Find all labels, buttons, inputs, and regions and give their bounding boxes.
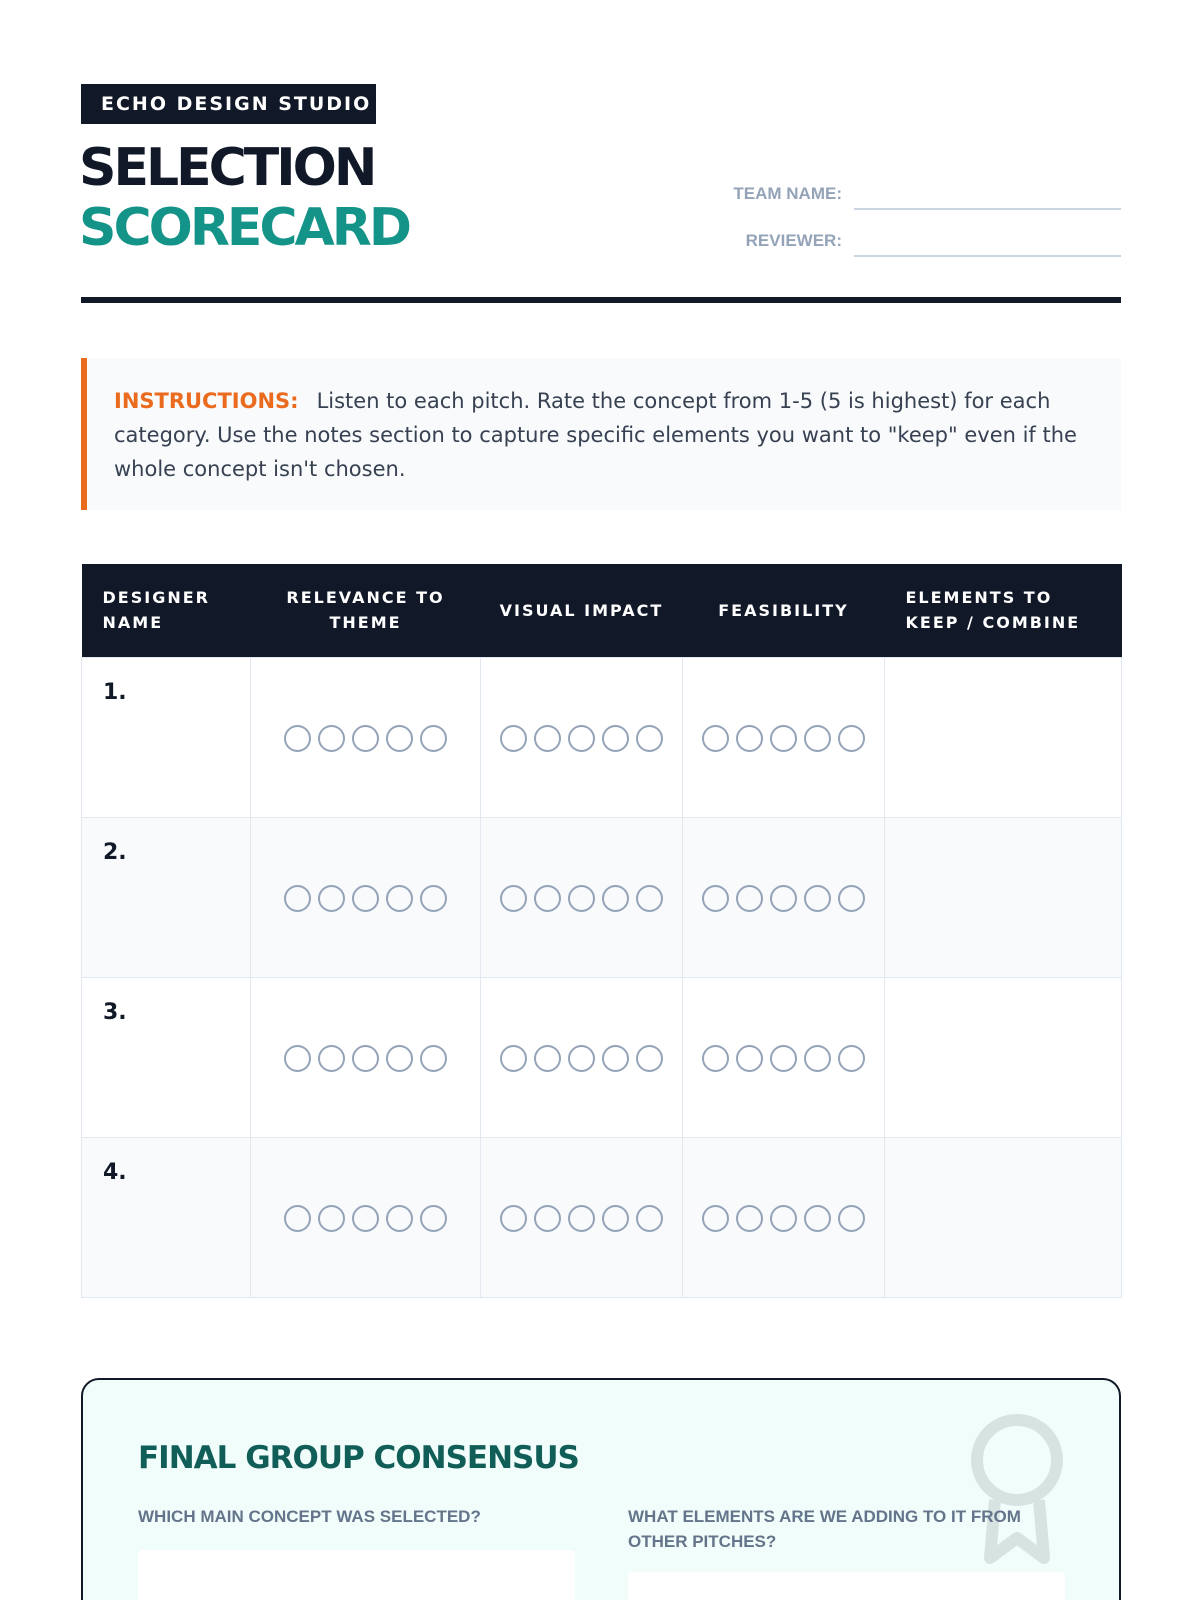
question-selected-concept: WHICH MAIN CONCEPT WAS SELECTED? — [138, 1507, 481, 1526]
rating-circle-1[interactable] — [500, 725, 527, 752]
rating-circle-4[interactable] — [602, 1205, 629, 1232]
scoring-table — [81, 564, 1122, 1298]
rating-circle-2[interactable] — [534, 885, 561, 912]
rating-circle-5[interactable] — [636, 1045, 663, 1072]
rating-circle-2[interactable] — [534, 1045, 561, 1072]
rating-circle-3[interactable] — [568, 1045, 595, 1072]
rating-circle-4[interactable] — [602, 1045, 629, 1072]
rating-circle-4[interactable] — [386, 1045, 413, 1072]
feasibility-rating — [683, 657, 885, 817]
rating-circle-1[interactable] — [702, 1205, 729, 1232]
header-divider — [81, 297, 1121, 303]
rating-circle-3[interactable] — [770, 885, 797, 912]
rating-circle-3[interactable] — [568, 725, 595, 752]
visual-impact-rating — [481, 657, 683, 817]
rating-circle-3[interactable] — [352, 1045, 379, 1072]
team-name-field[interactable] — [854, 208, 1121, 210]
selected-concept-input[interactable] — [138, 1550, 575, 1600]
visual-impact-rating — [481, 817, 683, 977]
rating-circle-5[interactable] — [838, 1205, 865, 1232]
relevance-rating — [251, 1137, 481, 1297]
rating-circle-2[interactable] — [318, 1045, 345, 1072]
table-row — [82, 817, 1122, 977]
question-added-elements: WHAT ELEMENTS ARE WE ADDING TO IT FROM OTHER PITCHES? — [628, 1507, 1021, 1551]
rating-circle-5[interactable] — [838, 1045, 865, 1072]
feasibility-rating — [683, 977, 885, 1137]
elements-notes-cell[interactable] — [885, 657, 1122, 817]
header-relevance: RELEVANCE TO THEME — [251, 564, 481, 657]
consensus-title: FINAL GROUP CONSENSUS — [138, 1440, 579, 1476]
relevance-rating — [251, 657, 481, 817]
rating-circle-2[interactable] — [736, 1045, 763, 1072]
rating-circle-4[interactable] — [804, 1205, 831, 1232]
relevance-rating — [251, 977, 481, 1137]
rating-circle-1[interactable] — [702, 725, 729, 752]
rating-circle-2[interactable] — [318, 885, 345, 912]
rating-circle-5[interactable] — [838, 725, 865, 752]
elements-notes-cell[interactable] — [885, 817, 1122, 977]
instructions-text: Listen to each pitch. Rate the concept from 1-5 (5 is highest) for each category. Use the notes section to capture specific elements you want to "keep" even if the whole concept isn't chosen. — [114, 389, 1077, 481]
designer-name-cell[interactable]: 2. — [82, 817, 251, 977]
rating-circle-5[interactable] — [636, 725, 663, 752]
rating-circle-4[interactable] — [602, 725, 629, 752]
rating-circle-1[interactable] — [702, 885, 729, 912]
rating-circle-2[interactable] — [736, 725, 763, 752]
designer-name-cell[interactable]: 1. — [82, 657, 251, 817]
reviewer-field[interactable] — [854, 255, 1121, 257]
rating-circle-3[interactable] — [352, 725, 379, 752]
designer-name-cell[interactable]: 4. — [82, 1137, 251, 1297]
instructions-box — [81, 358, 1121, 510]
rating-circle-1[interactable] — [500, 1045, 527, 1072]
page-title-line-1: SELECTION — [79, 138, 375, 198]
rating-circle-4[interactable] — [386, 885, 413, 912]
rating-circle-5[interactable] — [420, 725, 447, 752]
header-visual-impact: VISUAL IMPACT — [481, 564, 683, 657]
rating-circle-3[interactable] — [770, 1205, 797, 1232]
header-elements: ELEMENTS TO KEEP / COMBINE — [885, 564, 1122, 657]
rating-circle-3[interactable] — [568, 885, 595, 912]
feasibility-rating — [683, 817, 885, 977]
rating-circle-5[interactable] — [838, 885, 865, 912]
page-title-line-2: SCORECARD — [79, 198, 409, 258]
rating-circle-2[interactable] — [736, 1205, 763, 1232]
rating-circle-3[interactable] — [352, 885, 379, 912]
rating-circle-5[interactable] — [420, 1045, 447, 1072]
table-row — [82, 977, 1122, 1137]
rating-circle-4[interactable] — [386, 1205, 413, 1232]
rating-circle-5[interactable] — [420, 1205, 447, 1232]
rating-circle-4[interactable] — [602, 885, 629, 912]
rating-circle-2[interactable] — [736, 885, 763, 912]
relevance-rating — [251, 817, 481, 977]
header-designer-name: DESIGNER NAME — [82, 564, 251, 657]
team-name-label: TEAM NAME: — [733, 184, 842, 203]
reviewer-label: REVIEWER: — [745, 231, 842, 250]
feasibility-rating — [683, 1137, 885, 1297]
rating-circle-1[interactable] — [500, 885, 527, 912]
added-elements-input[interactable] — [628, 1572, 1065, 1600]
rating-circle-3[interactable] — [568, 1205, 595, 1232]
elements-notes-cell[interactable] — [885, 1137, 1122, 1297]
rating-circle-4[interactable] — [386, 725, 413, 752]
rating-circle-3[interactable] — [770, 1045, 797, 1072]
visual-impact-rating — [481, 1137, 683, 1297]
rating-circle-5[interactable] — [636, 1205, 663, 1232]
rating-circle-1[interactable] — [284, 885, 311, 912]
elements-notes-cell[interactable] — [885, 977, 1122, 1137]
rating-circle-1[interactable] — [702, 1045, 729, 1072]
rating-circle-2[interactable] — [534, 1205, 561, 1232]
rating-circle-4[interactable] — [804, 1045, 831, 1072]
rating-circle-4[interactable] — [804, 725, 831, 752]
rating-circle-3[interactable] — [770, 725, 797, 752]
rating-circle-1[interactable] — [284, 1205, 311, 1232]
designer-name-cell[interactable]: 3. — [82, 977, 251, 1137]
rating-circle-5[interactable] — [420, 885, 447, 912]
rating-circle-2[interactable] — [318, 725, 345, 752]
instructions-label: INSTRUCTIONS: — [114, 389, 299, 413]
rating-circle-4[interactable] — [804, 885, 831, 912]
rating-circle-1[interactable] — [284, 1045, 311, 1072]
rating-circle-1[interactable] — [284, 725, 311, 752]
rating-circle-5[interactable] — [636, 885, 663, 912]
header-feasibility: FEASIBILITY — [683, 564, 885, 657]
consensus-panel — [81, 1378, 1121, 1600]
rating-circle-2[interactable] — [534, 725, 561, 752]
visual-impact-rating — [481, 977, 683, 1137]
table-row — [82, 657, 1122, 817]
rating-circle-2[interactable] — [318, 1205, 345, 1232]
rating-circle-1[interactable] — [500, 1205, 527, 1232]
table-row — [82, 1137, 1122, 1297]
table-header-row — [82, 564, 1122, 657]
rating-circle-3[interactable] — [352, 1205, 379, 1232]
studio-tag: ECHO DESIGN STUDIO — [81, 84, 376, 124]
